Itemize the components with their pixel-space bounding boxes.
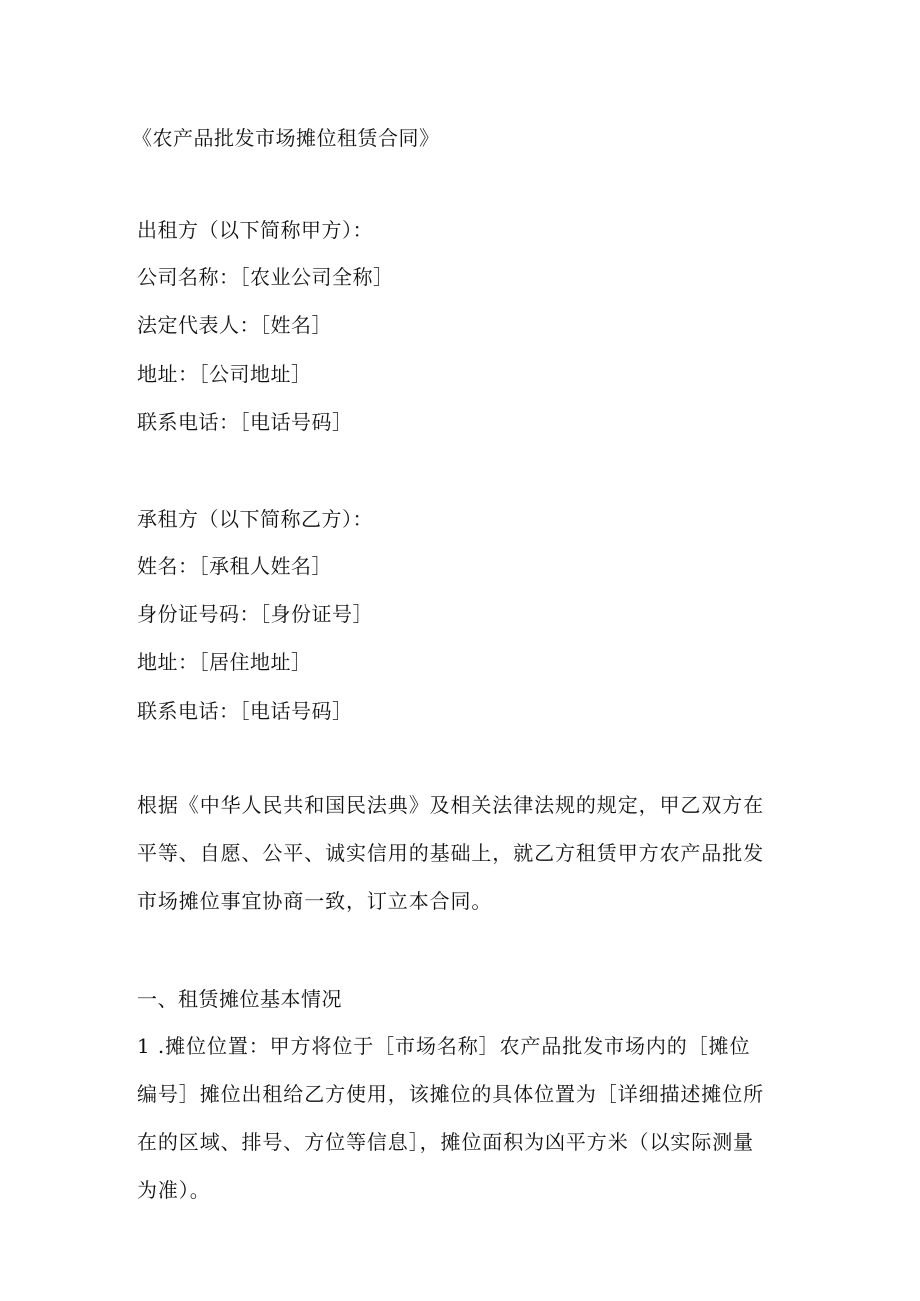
lessor-address: 地址：［公司地址］ (137, 362, 312, 386)
section1-item1: 1 .摊位位置：甲方将位于［市场名称］农产品批发市场内的［摊位编号］摊位出租给乙方使用，该摊位的具体位置为［详细描述摊位所在的区域、排号、方位等信息］，摊位面积为凶平方米（以实际测量为准）。 (137, 1034, 764, 1202)
lessee-name: 姓名：［承租人姓名］ (137, 554, 332, 578)
lessor-company-name: 公司名称：［农业公司全称］ (137, 265, 394, 289)
lessor-legal-rep: 法定代表人：［姓名］ (137, 313, 332, 337)
lessor-heading: 出租方（以下简称甲方）： (137, 218, 373, 242)
lessee-phone: 联系电话：［电话号码］ (137, 699, 353, 723)
lessee-address: 地址：［居住地址］ (137, 650, 312, 674)
preamble-paragraph: 根据《中华人民共和国民法典》及相关法律法规的规定，甲乙双方在平等、自愿、公平、诚实信用的基础上，就乙方租赁甲方农产品批发市场摊位事宜协商一致，订立本合同。 (137, 793, 764, 913)
lessor-phone: 联系电话：［电话号码］ (137, 410, 353, 434)
lessee-heading: 承租方（以下简称乙方）： (137, 507, 373, 531)
section1-heading: 一、租赁摊位基本情况 (137, 987, 342, 1011)
lessee-id-number: 身份证号码：［身份证号］ (137, 602, 373, 626)
document-title: 《农产品批发市场摊位租赁合同》 (132, 126, 440, 150)
